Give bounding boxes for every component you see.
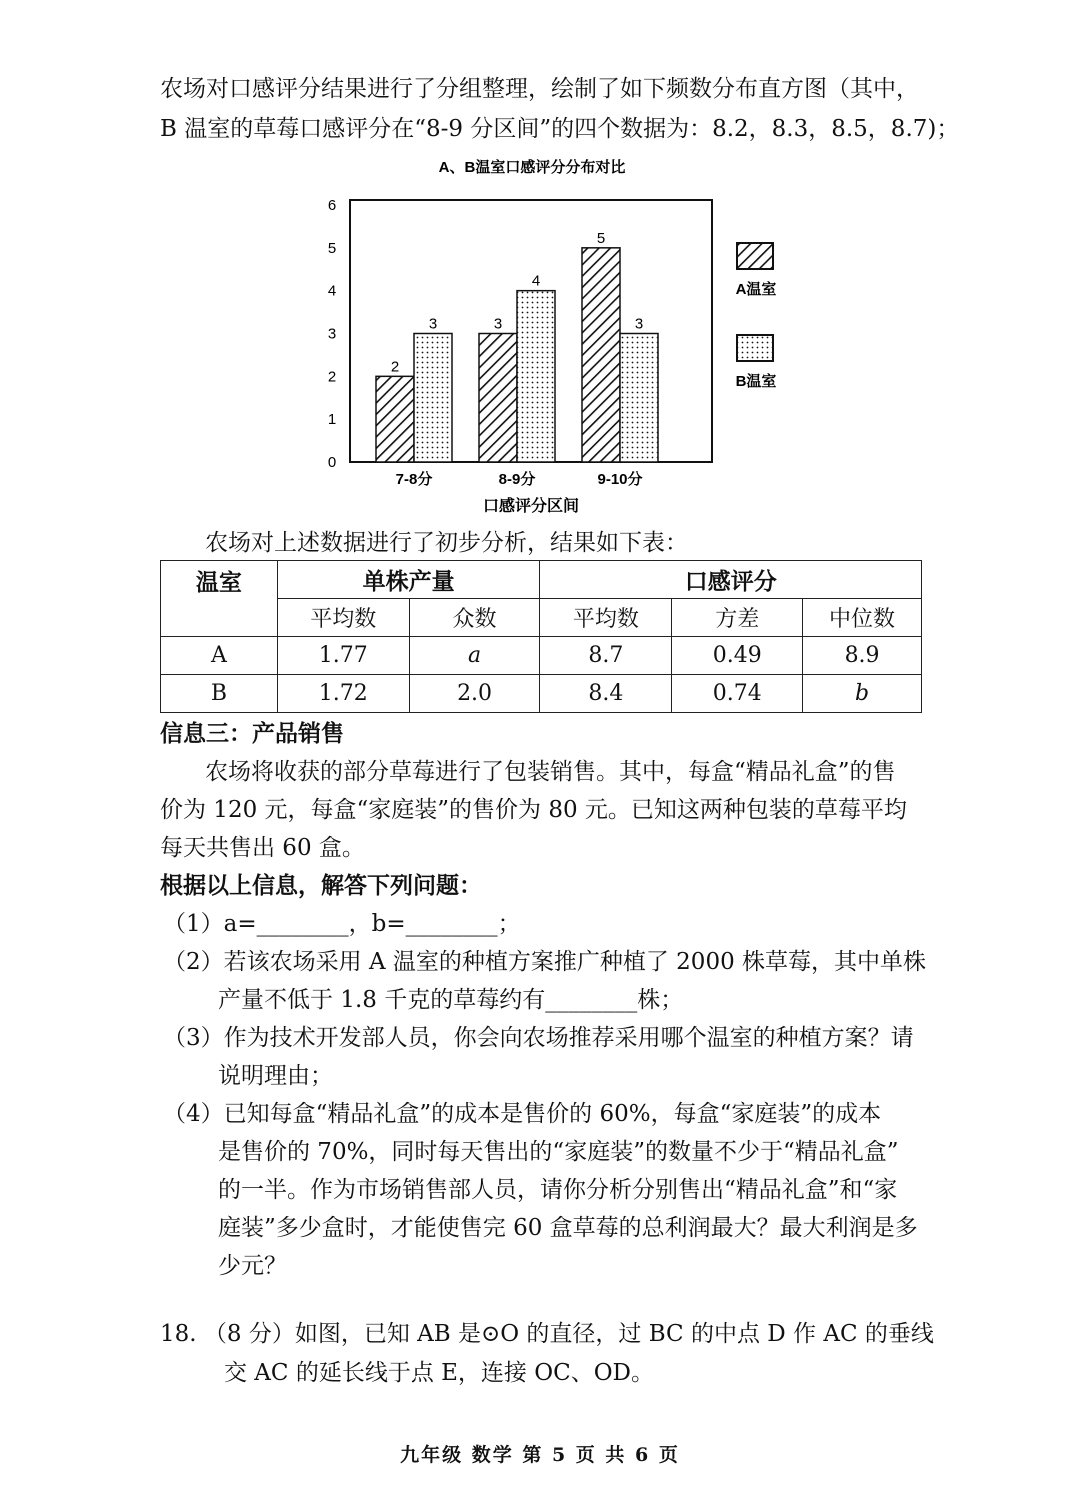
- bar-value-label: 3: [634, 315, 644, 333]
- subheader-taste-mean: 平均数: [540, 599, 672, 637]
- intro-line-1: 农场对口感评分结果进行了分组整理，绘制了如下频数分布直方图（其中，: [160, 76, 919, 102]
- header-taste-group: 口感评分: [540, 561, 922, 599]
- bar-value-label: 4: [531, 272, 541, 290]
- table-cell: 0.49: [672, 637, 803, 675]
- header-yield-group: 单株产量: [277, 561, 540, 599]
- y-tick-label: 2: [327, 368, 337, 386]
- subheader-taste-median: 中位数: [803, 599, 922, 637]
- bar-a-0: [376, 376, 414, 462]
- header-greenhouse: 温室: [161, 561, 278, 637]
- question-2-line-2: 产量不低于 1.8 千克的草莓约有________株；: [218, 987, 684, 1013]
- question-2-line-1: （2）若该农场采用 A 温室的种植方案推广种植了 2000 株草莓，其中单株: [163, 949, 927, 975]
- table-cell: 2.0: [409, 675, 540, 713]
- x-tick-label: 7-8分: [395, 471, 433, 488]
- table-cell: 8.4: [540, 675, 672, 713]
- table-cell: 1.72: [277, 675, 409, 713]
- table-cell: 8.7: [540, 637, 672, 675]
- bar-a-2: [582, 248, 620, 462]
- info3-heading: 信息三：产品销售: [160, 720, 344, 747]
- intro-line-2: B 温室的草莓口感评分在“8-9 分区间”的四个数据为：8.2，8.3，8.5，8.7)；: [160, 116, 960, 142]
- info3-paragraph-line-2: 价为 120 元，每盒“家庭装”的售价为 80 元。已知这两种包装的草莓平均: [160, 797, 907, 823]
- legend-swatch-b: [737, 335, 773, 361]
- bar-b-2: [620, 334, 658, 463]
- analysis-intro: 农场对上述数据进行了初步分析，结果如下表：: [205, 530, 688, 556]
- y-tick-label: 5: [327, 239, 337, 257]
- question-4-line-4: 庭装”多少盒时，才能使售完 60 盒草莓的总利润最大？最大利润是多: [218, 1215, 918, 1241]
- legend-label-b: B温室: [735, 373, 777, 390]
- table-row: [161, 675, 922, 713]
- bar-b-0: [414, 334, 452, 463]
- x-axis-label: 口感评分区间: [482, 498, 580, 515]
- bar-b-1: [517, 291, 555, 462]
- question-4-line-5: 少元？: [218, 1253, 287, 1279]
- chart-title: A、B温室口感评分分布对比: [438, 159, 626, 176]
- table-row: [161, 637, 922, 675]
- y-tick-label: 4: [327, 282, 337, 300]
- x-tick-label: 9-10分: [597, 471, 643, 488]
- info3-paragraph-line-3: 每天共售出 60 盒。: [160, 835, 365, 861]
- score-histogram-chart: [300, 150, 820, 520]
- legend-swatch-a: [737, 243, 773, 269]
- bar-a-1: [479, 334, 517, 463]
- y-tick-label: 6: [327, 197, 337, 214]
- question-3-line-2: 说明理由；: [218, 1063, 333, 1089]
- legend-label-a: A温室: [735, 281, 777, 298]
- subheader-yield-mean: 平均数: [277, 599, 409, 637]
- table-cell: 0.74: [672, 675, 803, 713]
- table-cell: a: [409, 637, 540, 675]
- table-cell: 8.9: [803, 637, 922, 675]
- subheader-yield-mode: 众数: [409, 599, 540, 637]
- question-1: （1）a=________，b=________；: [163, 911, 521, 937]
- bar-value-label: 5: [596, 229, 606, 247]
- row-label: B: [161, 675, 278, 713]
- bar-value-label: 2: [390, 358, 400, 376]
- row-label: A: [161, 637, 278, 675]
- question-4-line-3: 的一半。作为市场销售部人员，请你分析分别售出“精品礼盒”和“家: [218, 1177, 898, 1203]
- question-4-line-1: （4）已知每盒“精品礼盒”的成本是售价的 60%，每盒“家庭装”的成本: [163, 1101, 882, 1127]
- table-cell: b: [803, 675, 922, 713]
- statistics-table: [160, 560, 922, 713]
- info3-paragraph-line-1: 农场将收获的部分草莓进行了包装销售。其中，每盒“精品礼盒”的售: [205, 759, 896, 785]
- question-18-line-2: 交 AC 的延长线于点 E，连接 OC、OD。: [224, 1360, 654, 1386]
- subheader-taste-variance: 方差: [672, 599, 803, 637]
- question-4-line-2: 是售价的 70%，同时每天售出的“家庭装”的数量不少于“精品礼盒”: [218, 1139, 899, 1165]
- y-tick-label: 3: [327, 325, 337, 343]
- question-3-line-1: （3）作为技术开发部人员，你会向农场推荐采用哪个温室的种植方案？请: [163, 1025, 914, 1051]
- question-18-line-1: 18. （8 分）如图，已知 AB 是⊙O 的直径，过 BC 的中点 D 作 AC 的垂线: [160, 1321, 934, 1347]
- y-tick-label: 0: [327, 454, 337, 471]
- y-tick-label: 1: [327, 411, 337, 429]
- bar-value-label: 3: [428, 315, 438, 333]
- page-footer: 九年级 数学 第 5 页 共 6 页: [400, 1444, 680, 1466]
- table-cell: 1.77: [277, 637, 409, 675]
- questions-heading: 根据以上信息，解答下列问题：: [160, 872, 482, 899]
- x-tick-label: 8-9分: [498, 471, 536, 488]
- bar-value-label: 3: [493, 315, 503, 333]
